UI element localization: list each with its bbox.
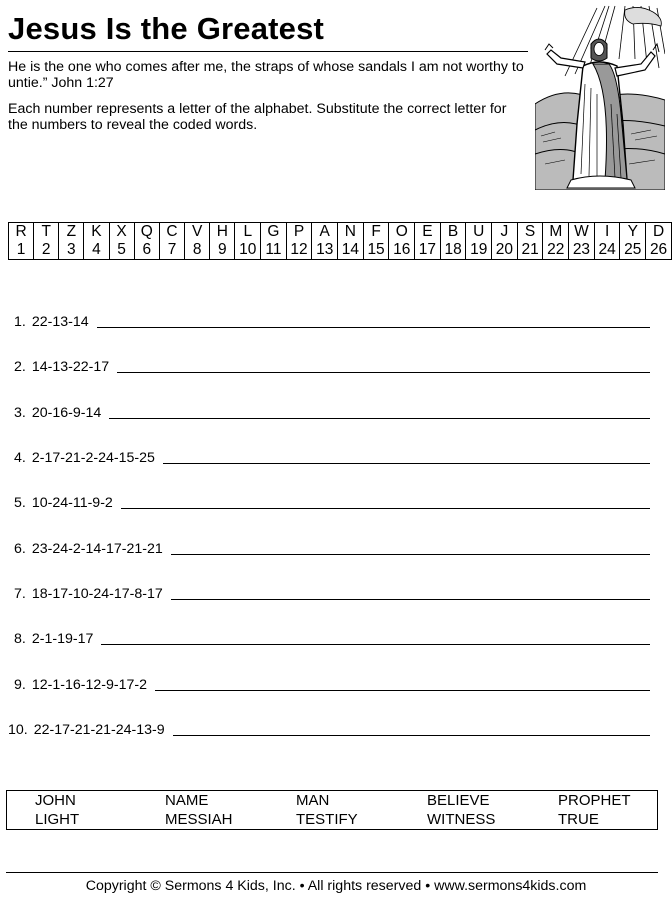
key-number: 1 bbox=[9, 241, 34, 260]
key-number: 5 bbox=[109, 241, 134, 260]
key-letter: D bbox=[646, 223, 672, 242]
key-number: 23 bbox=[569, 241, 595, 260]
puzzle-number: 10. bbox=[8, 722, 28, 738]
key-letter: B bbox=[440, 223, 466, 242]
key-letter: S bbox=[517, 223, 543, 242]
puzzle-code: 18-17-10-24-17-8-17 bbox=[31, 586, 163, 602]
key-number: 2 bbox=[34, 241, 59, 260]
puzzle-code: 2-17-21-2-24-15-25 bbox=[31, 450, 155, 466]
key-number: 18 bbox=[440, 241, 466, 260]
key-letter: Q bbox=[134, 223, 159, 242]
key-number: 10 bbox=[235, 241, 261, 260]
puzzle-number: 2. bbox=[14, 359, 26, 375]
key-number: 11 bbox=[261, 241, 287, 260]
copyright-footer: Copyright © Sermons 4 Kids, Inc. • All rights reserved • www.sermons4kids.com bbox=[85, 878, 587, 894]
puzzle-code: 10-24-11-9-2 bbox=[31, 495, 113, 511]
key-number: 9 bbox=[210, 241, 235, 260]
key-letter: T bbox=[34, 223, 59, 242]
key-letter: L bbox=[235, 223, 261, 242]
key-number: 24 bbox=[594, 241, 620, 260]
key-number: 20 bbox=[492, 241, 518, 260]
answer-line[interactable] bbox=[117, 371, 650, 373]
scripture-verse: He is the one who comes after me, the straps of whose sandals I am not worthy to untie.” John 1:27 bbox=[8, 59, 524, 91]
key-letter: E bbox=[415, 223, 441, 242]
jesus-figure-illustration bbox=[535, 4, 665, 190]
puzzle-row bbox=[14, 627, 650, 647]
key-number: 15 bbox=[363, 241, 389, 260]
key-letter: I bbox=[594, 223, 620, 242]
key-letter: F bbox=[363, 223, 389, 242]
cipher-key-letters-row bbox=[9, 223, 672, 242]
word-bank-item: NAME bbox=[165, 792, 209, 809]
word-bank-item: MAN bbox=[296, 792, 330, 809]
page-title: Jesus Is the Greatest bbox=[8, 11, 325, 46]
puzzle-number: 6. bbox=[14, 541, 26, 557]
cipher-key-table bbox=[8, 222, 672, 260]
answer-line[interactable] bbox=[109, 417, 650, 419]
key-letter: P bbox=[286, 223, 312, 242]
puzzle-number: 7. bbox=[14, 586, 26, 602]
puzzle-code: 23-24-2-14-17-21-21 bbox=[31, 541, 163, 557]
puzzle-code: 2-1-19-17 bbox=[31, 631, 94, 647]
puzzle-number: 4. bbox=[14, 450, 26, 466]
word-bank-item: WITNESS bbox=[427, 811, 496, 828]
key-letter: W bbox=[569, 223, 595, 242]
key-letter: O bbox=[389, 223, 415, 242]
key-letter: J bbox=[492, 223, 518, 242]
key-letter: R bbox=[9, 223, 34, 242]
answer-line[interactable] bbox=[173, 734, 650, 736]
key-number: 16 bbox=[389, 241, 415, 260]
key-number: 13 bbox=[312, 241, 338, 260]
puzzle-row bbox=[14, 401, 650, 421]
word-bank-item: JOHN bbox=[35, 792, 76, 809]
puzzle-row bbox=[14, 673, 650, 693]
key-number: 26 bbox=[646, 241, 672, 260]
key-letter: N bbox=[338, 223, 364, 242]
key-letter: C bbox=[159, 223, 184, 242]
key-number: 3 bbox=[59, 241, 84, 260]
key-number: 25 bbox=[620, 241, 646, 260]
answer-line[interactable] bbox=[121, 507, 650, 509]
key-letter: V bbox=[185, 223, 210, 242]
puzzle-row bbox=[14, 355, 650, 375]
key-letter: Z bbox=[59, 223, 84, 242]
puzzle-number: 8. bbox=[14, 631, 26, 647]
puzzle-code: 20-16-9-14 bbox=[31, 405, 102, 421]
puzzle-row bbox=[14, 446, 650, 466]
answer-line[interactable] bbox=[97, 326, 650, 328]
puzzle-number: 3. bbox=[14, 405, 26, 421]
word-bank-item: LIGHT bbox=[35, 811, 80, 828]
key-number: 21 bbox=[517, 241, 543, 260]
key-letter: U bbox=[466, 223, 492, 242]
answer-line[interactable] bbox=[171, 598, 650, 600]
answer-line[interactable] bbox=[171, 553, 650, 555]
key-number: 14 bbox=[338, 241, 364, 260]
puzzle-row bbox=[14, 491, 650, 511]
key-number: 12 bbox=[286, 241, 312, 260]
footer-divider bbox=[6, 872, 658, 873]
answer-line[interactable] bbox=[101, 643, 650, 645]
key-letter: K bbox=[84, 223, 109, 242]
puzzle-row bbox=[8, 718, 650, 738]
puzzle-number: 5. bbox=[14, 495, 26, 511]
key-number: 19 bbox=[466, 241, 492, 260]
instructions-text: Each number represents a letter of the alphabet. Substitute the correct letter for the numbers to reveal the coded words. bbox=[8, 101, 507, 133]
puzzle-code: 14-13-22-17 bbox=[31, 359, 110, 375]
key-letter: Y bbox=[620, 223, 646, 242]
puzzle-code: 22-13-14 bbox=[31, 314, 89, 330]
word-bank-item: PROPHET bbox=[558, 792, 631, 809]
puzzle-row bbox=[14, 537, 650, 557]
puzzle-number: 1. bbox=[14, 314, 26, 330]
word-bank-item: MESSIAH bbox=[165, 811, 233, 828]
key-letter: H bbox=[210, 223, 235, 242]
puzzle-row bbox=[14, 310, 650, 330]
key-number: 4 bbox=[84, 241, 109, 260]
word-bank bbox=[6, 790, 658, 830]
key-number: 22 bbox=[543, 241, 569, 260]
key-number: 17 bbox=[415, 241, 441, 260]
key-letter: X bbox=[109, 223, 134, 242]
key-number: 6 bbox=[134, 241, 159, 260]
key-letter: G bbox=[261, 223, 287, 242]
puzzle-code: 12-1-16-12-9-17-2 bbox=[31, 677, 147, 693]
answer-line[interactable] bbox=[163, 462, 650, 464]
word-bank-item: BELIEVE bbox=[427, 792, 490, 809]
key-number: 8 bbox=[185, 241, 210, 260]
cipher-key-numbers-row bbox=[9, 241, 672, 260]
key-letter: A bbox=[312, 223, 338, 242]
puzzle-code: 22-17-21-21-24-13-9 bbox=[33, 722, 165, 738]
answer-line[interactable] bbox=[155, 689, 650, 691]
word-bank-item: TRUE bbox=[558, 811, 599, 828]
puzzle-row bbox=[14, 582, 650, 602]
title-divider bbox=[8, 51, 528, 52]
word-bank-item: TESTIFY bbox=[296, 811, 358, 828]
key-letter: M bbox=[543, 223, 569, 242]
key-number: 7 bbox=[159, 241, 184, 260]
puzzle-number: 9. bbox=[14, 677, 26, 693]
